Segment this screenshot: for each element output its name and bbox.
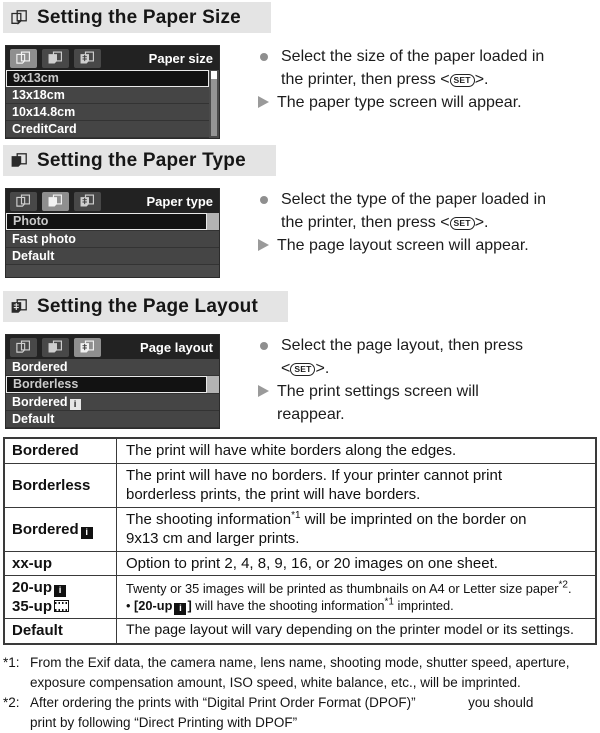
info-icon: i [54, 585, 66, 597]
lcd-screen-paper-size [5, 45, 220, 139]
footnote-text: From the Exif data, the camera name, lens name, shooting mode, shutter speed, aperture, exposure compensation amount, ISO speed, white balance, etc., will be imprinted. [30, 654, 570, 690]
page-layout-tab [74, 338, 101, 357]
table-row-default [5, 619, 595, 643]
instruction-line [258, 334, 597, 380]
lcd-menu-list [6, 70, 219, 138]
arrow-bullet-icon [258, 96, 269, 108]
table-term: Bordered [5, 439, 117, 463]
page-layout-tab [74, 192, 101, 211]
lcd-menu-list [6, 359, 219, 428]
menu-item-default: Default [6, 248, 219, 265]
lcd-screen-title: Paper type [146, 193, 213, 209]
menu-item-borderless: Borderless [6, 376, 207, 393]
footnote-2 [3, 693, 597, 733]
section-heading-paper-type [3, 145, 276, 176]
lcd-screen-title: Page layout [140, 339, 213, 355]
table-term: xx-up [5, 552, 117, 576]
menu-item-fast-photo: Fast photo [6, 231, 219, 248]
lcd-tab-bar [6, 189, 219, 213]
paper-size-tab [10, 338, 37, 357]
table-desc: The shooting information$^{*1}$ will be imprinted on the border on 9x13 cm and larger prints. [126, 509, 527, 547]
table-desc: Twenty or 35 images will be printed as thumbnails on A4 or Letter size paper$^{*2}$. • [20-up i ] will have the shooting information$^{*1}$ imprinted. [126, 579, 572, 614]
section-title: Setting the Page Layout [37, 295, 259, 317]
scroll-indicator [207, 213, 219, 230]
menu-item-bordered: Bordered [6, 359, 219, 376]
section-title: Setting the Paper Size [37, 6, 241, 28]
result-text: The page layout screen will appear. [277, 237, 529, 254]
lcd-tab-bar [6, 46, 219, 70]
table-row-20up-35up [5, 576, 595, 619]
menu-item-9x13cm: 9x13cm [6, 70, 209, 87]
lcd-screen-page-layout [5, 334, 220, 429]
scroll-indicator [207, 376, 219, 393]
arrow-bullet-icon [258, 385, 269, 397]
table-row-bordered [5, 439, 595, 464]
menu-item-13x18cm: 13x18cm [6, 87, 209, 104]
table-row-borderless [5, 464, 595, 508]
info-icon: i [174, 603, 186, 615]
paper-type-tab [42, 338, 69, 357]
menu-item-label: Bordered [12, 395, 68, 409]
page-layout-tab [74, 49, 101, 68]
bullet-dot-icon [260, 196, 268, 204]
instruction-text: Select the size of the paper loaded in the printer, then press < SET >. [281, 48, 545, 88]
bullet-dot-icon [260, 53, 268, 61]
lcd-empty-area [6, 265, 219, 277]
instructions-paper-size [258, 45, 597, 114]
section-title: Setting the Paper Type [37, 149, 246, 171]
paper-type-icon [11, 153, 28, 168]
set-button-icon: SET [290, 363, 315, 376]
result-text: The print settings screen will reappear. [277, 383, 479, 423]
result-line [258, 234, 597, 257]
info-icon: i [70, 399, 81, 410]
scrollbar [211, 71, 217, 136]
paper-type-tab [42, 49, 69, 68]
menu-item-photo: Photo [6, 213, 207, 230]
section-heading-paper-size [3, 2, 271, 33]
menu-item-creditcard: CreditCard [6, 121, 209, 138]
bullet-dot-icon [260, 342, 268, 350]
footnote-label: *1: [3, 654, 20, 670]
table-row-bordered-info [5, 508, 595, 552]
lcd-screen-title: Paper size [148, 50, 213, 66]
menu-item-default: Default [6, 411, 219, 428]
instructions-page-layout [258, 334, 597, 426]
footnote-text: After ordering the prints with “Digital Print Order Format (DPOF)” you should print by following “Direct Printing with DPOF” [30, 694, 534, 730]
section-page-layout [3, 291, 597, 429]
instruction-text: Select the page layout, then press < SET >. [281, 337, 523, 377]
info-icon: i [81, 527, 93, 539]
table-desc: The print will have no borders. If your printer cannot print borderless prints, the print will have borders. [126, 466, 503, 503]
set-button-icon: SET [450, 217, 475, 230]
arrow-bullet-icon [258, 239, 269, 251]
menu-item-10x14-8cm: 10x14.8cm [6, 104, 209, 121]
lcd-screen-paper-type [5, 188, 220, 278]
section-heading-page-layout [3, 291, 288, 322]
table-desc: The print will have white borders along the edges. [126, 442, 457, 459]
table-term: Default [5, 619, 117, 643]
table-term: 20-up i 35-up [5, 576, 117, 618]
instruction-line [258, 188, 597, 234]
page-layout-options-table [3, 437, 597, 645]
paper-size-tab [10, 49, 37, 68]
menu-item-bordered-info [6, 394, 219, 411]
table-row-xx-up [5, 552, 595, 577]
instruction-text: Select the type of the paper loaded in the printer, then press < SET >. [281, 191, 547, 231]
section-paper-type [3, 145, 597, 278]
paper-size-icon [11, 10, 28, 25]
page-layout-icon [11, 299, 28, 314]
footnote-1 [3, 653, 597, 693]
footnote-label: *2: [3, 694, 20, 710]
result-line [258, 91, 597, 114]
instructions-paper-type [258, 188, 597, 257]
instruction-line [258, 45, 597, 91]
film-icon [54, 600, 69, 612]
paper-size-tab [10, 192, 37, 211]
table-term: Bordered i [5, 508, 117, 551]
scrollbar-thumb [211, 71, 217, 79]
section-paper-size [3, 2, 597, 139]
set-button-icon: SET [450, 74, 475, 87]
result-text: The paper type screen will appear. [277, 94, 522, 111]
table-desc: The page layout will vary depending on the printer model or its settings. [126, 622, 574, 638]
lcd-menu-list [6, 213, 219, 277]
paper-type-tab [42, 192, 69, 211]
footnotes [3, 653, 597, 733]
lcd-tab-bar [6, 335, 219, 359]
result-line [258, 380, 597, 426]
table-term: Borderless [5, 464, 117, 507]
table-desc: Option to print 2, 4, 8, 9, 16, or 20 images on one sheet. [126, 554, 498, 572]
